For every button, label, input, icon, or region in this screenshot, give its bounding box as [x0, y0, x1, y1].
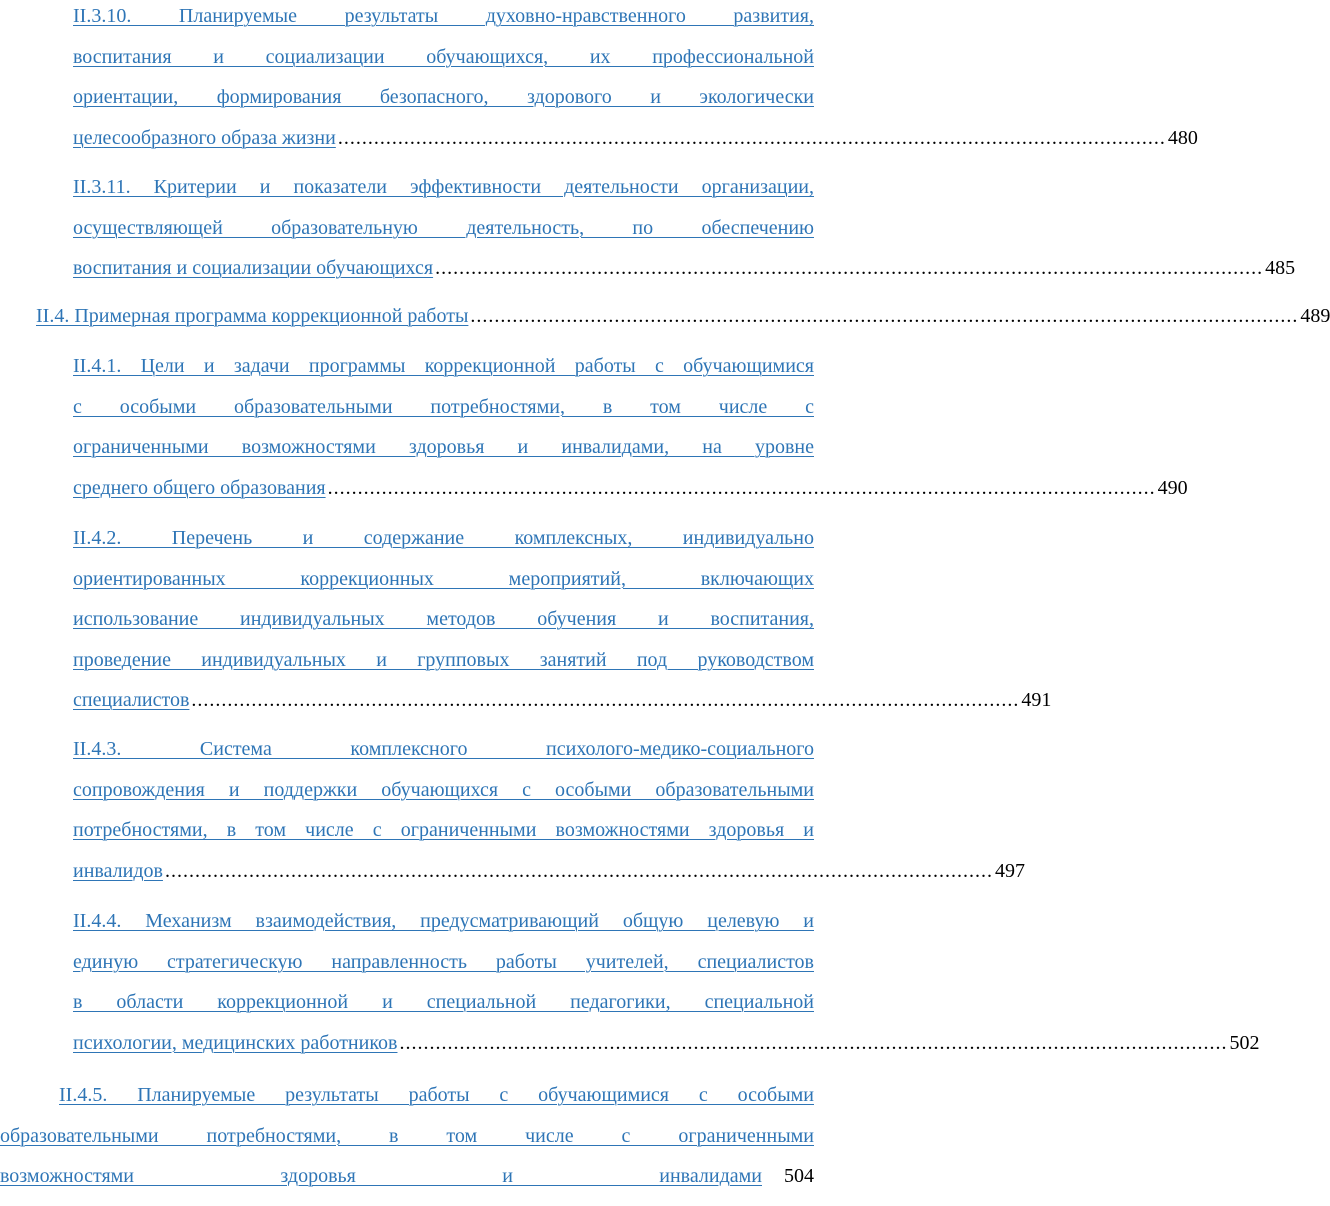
toc-entry-text[interactable]: в области коррекционной и специальной педагогики, специальной: [73, 991, 814, 1013]
page-number: 489: [1300, 305, 1330, 327]
toc-entry-text[interactable]: возможностями здоровья и инвалидами: [0, 1165, 762, 1187]
page-number: 504: [784, 1165, 814, 1187]
toc-entry-text[interactable]: сопровождения и поддержки обучающихся с особыми образовательными: [73, 778, 814, 801]
toc-entry-text[interactable]: психологии, медицинских работников: [73, 1031, 398, 1054]
toc-entry-text[interactable]: II.4.2. Перечень и содержание комплексных, индивидуально: [73, 527, 814, 549]
leader-dots: ..........................................................................................................................................: [470, 305, 1299, 327]
toc-entry-text[interactable]: потребностями, в том числе с ограниченными возможностями здоровья и: [73, 819, 814, 841]
leader-dots: ..........................................................................................................................................: [399, 1031, 1228, 1054]
page-number: 491: [1021, 689, 1052, 711]
toc-entry-text[interactable]: ориентированных коррекционных мероприятий, включающих: [73, 567, 814, 590]
toc-entry-text[interactable]: образовательными потребностями, в том числе с ограниченными: [0, 1124, 814, 1147]
toc-entry-text[interactable]: проведение индивидуальных и групповых занятий под руководством: [73, 648, 814, 671]
toc-entry-text[interactable]: с особыми образовательными потребностями, в том числе с: [73, 395, 814, 418]
toc-entry-text[interactable]: II.4.4. Механизм взаимодействия, предусматривающий общую целевую и: [73, 910, 814, 932]
page-number: 480: [1167, 126, 1198, 149]
leader-dots: ..........................................................................................................................................: [327, 476, 1156, 499]
page-number: 502: [1229, 1031, 1260, 1054]
toc-entry-text[interactable]: воспитания и социализации обучающихся, их профессиональной: [73, 45, 814, 68]
toc-entry-ii-3-11[interactable]: [73, 167, 1296, 289]
toc-entry-text[interactable]: инвалидов: [73, 859, 163, 882]
toc-entry-text[interactable]: II.4.5. Планируемые результаты работы с обучающимися с особыми: [59, 1084, 814, 1106]
leader-dots: ..........................................................................................................................................: [337, 126, 1166, 149]
toc-entry-text[interactable]: II.3.11. Критерии и показатели эффективности деятельности организации,: [73, 176, 814, 198]
toc-entry-text[interactable]: среднего общего образования: [73, 476, 326, 499]
toc-entry-text[interactable]: осуществляющей образовательную деятельность, по обеспечению: [73, 216, 814, 239]
toc-entry-text[interactable]: II.4.1. Цели и задачи программы коррекционной работы с обучающимися: [73, 355, 814, 377]
leader-dots: ..........................................................................................................................................: [164, 859, 993, 882]
toc-entry-ii-4[interactable]: [36, 296, 1330, 337]
toc-entry-text[interactable]: использование индивидуальных методов обучения и воспитания,: [73, 608, 814, 630]
leader-dots: ..........................................................................................................................................: [191, 689, 1020, 711]
toc-entry-ii-4-5[interactable]: [0, 1075, 814, 1197]
page-number: 485: [1265, 257, 1296, 279]
toc-entry-text[interactable]: II.3.10. Планируемые результаты духовно-нравственного развития,: [73, 5, 814, 27]
leader-dots: ..........................................................................................................................................: [435, 257, 1264, 279]
toc-entry-ii-4-2[interactable]: [73, 518, 1052, 721]
toc-entry-text[interactable]: II.4.3. Система комплексного психолого-медико-социального: [73, 738, 814, 760]
page-number: 497: [994, 859, 1025, 882]
toc-entry-text[interactable]: воспитания и социализации обучающихся: [73, 257, 434, 279]
toc-entry-text[interactable]: единую стратегическую направленность работы учителей, специалистов: [73, 950, 814, 973]
toc-entry-text[interactable]: ограниченными возможностями здоровья и инвалидами, на уровне: [73, 436, 814, 458]
toc-entry-text[interactable]: ориентации, формирования безопасного, здорового и экологически: [73, 86, 814, 108]
toc-entry-text[interactable]: II.4. Примерная программа коррекционной работы: [36, 305, 469, 327]
page-number: 490: [1157, 476, 1188, 499]
toc-entry-ii-4-4[interactable]: [73, 901, 1260, 1063]
toc-entry-text[interactable]: целесообразного образа жизни: [73, 126, 336, 149]
toc-entry-text[interactable]: специалистов: [73, 689, 190, 711]
toc-entry-ii-3-10[interactable]: [73, 0, 1198, 158]
toc-entry-ii-4-1[interactable]: [73, 346, 1188, 508]
toc-entry-ii-4-3[interactable]: [73, 729, 1025, 891]
